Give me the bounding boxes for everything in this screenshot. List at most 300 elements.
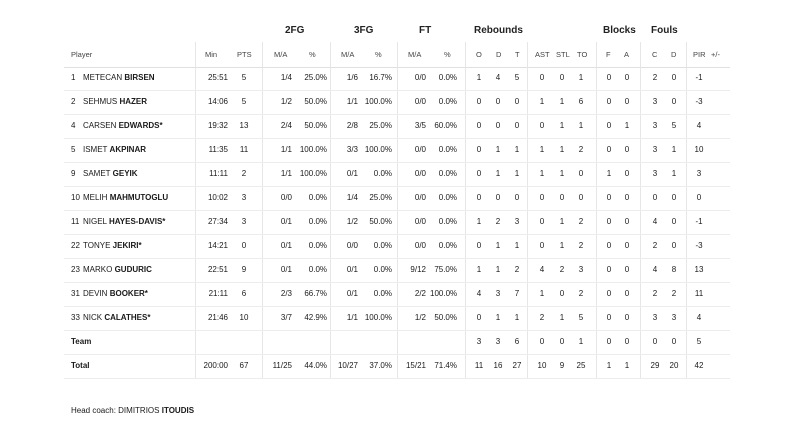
- cell-pts: 10: [239, 313, 249, 322]
- player-number: 5: [71, 145, 76, 154]
- col-pir: PIR: [693, 50, 706, 59]
- cell-ast: 1: [539, 169, 545, 178]
- cell-fg2-pct: 100.0%: [299, 145, 327, 154]
- cell-foul-c: 29: [650, 361, 660, 370]
- cell-foul-d: 3: [671, 313, 677, 322]
- cell-fg3-ma: 1/4: [346, 193, 358, 202]
- player-number: 4: [71, 121, 76, 130]
- cell-fg3-ma: 1/6: [346, 73, 358, 82]
- col-reb-t: T: [515, 50, 520, 59]
- cell-pir: 4: [696, 313, 702, 322]
- col-min: Min: [205, 50, 218, 59]
- cell-ft-pct: 0.0%: [438, 193, 457, 202]
- cell-min: 14:06: [207, 97, 228, 106]
- head-coach-label: Head coach:: [71, 406, 116, 415]
- cell-blk-f: 0: [606, 241, 612, 250]
- cell-ast: 0: [539, 121, 545, 130]
- cell-fg3-ma: 1/1: [346, 97, 358, 106]
- cell-to: 3: [578, 265, 584, 274]
- player-name[interactable]: [71, 241, 142, 250]
- cell-blk-f: 0: [606, 289, 612, 298]
- cell-to: 2: [578, 289, 584, 298]
- cell-pir: -1: [695, 217, 703, 226]
- player-name[interactable]: [71, 193, 168, 202]
- player-number: 31: [71, 289, 80, 298]
- cell-foul-d: 8: [671, 265, 677, 274]
- cell-reb-d: 3: [495, 337, 501, 346]
- player-name[interactable]: [71, 289, 148, 298]
- cell-fg3-ma: 2/8: [346, 121, 358, 130]
- player-name[interactable]: [71, 265, 152, 274]
- cell-pir: 11: [694, 289, 704, 298]
- cell-pts: 13: [239, 121, 249, 130]
- cell-fg2-ma: 0/1: [280, 217, 292, 226]
- cell-fg2-pct: 66.7%: [304, 289, 327, 298]
- table-row: [64, 139, 730, 163]
- cell-foul-d: 1: [671, 145, 677, 154]
- cell-stl: 1: [559, 97, 565, 106]
- player-name[interactable]: [71, 217, 165, 226]
- cell-fg2-pct: 0.0%: [308, 265, 327, 274]
- cell-foul-d: 20: [669, 361, 679, 370]
- cell-reb-d: 1: [495, 241, 501, 250]
- cell-fg2-ma: 2/3: [280, 289, 292, 298]
- player-number: 11: [71, 217, 80, 226]
- cell-fg3-pct: 0.0%: [373, 289, 392, 298]
- cell-pir: 10: [694, 145, 704, 154]
- cell-fg3-pct: 16.7%: [369, 73, 392, 82]
- cell-fg3-pct: 100.0%: [364, 97, 392, 106]
- cell-fg3-pct: 100.0%: [364, 145, 392, 154]
- cell-fg2-ma: 11/25: [272, 361, 292, 370]
- table-row: [64, 211, 730, 235]
- player-first-name: ISMET: [83, 145, 108, 154]
- player-last-name: BIRSEN: [124, 73, 155, 82]
- cell-reb-d: 1: [495, 265, 501, 274]
- cell-to: 1: [578, 121, 584, 130]
- cell-ft-pct: 0.0%: [438, 97, 457, 106]
- cell-fg3-ma: 3/3: [346, 145, 358, 154]
- cell-reb-t: 0: [514, 121, 520, 130]
- player-last-name: HAYES-DAVIS*: [108, 217, 166, 226]
- col-foul-c: C: [652, 50, 658, 59]
- head-coach-last-name: ITOUDIS: [161, 406, 195, 415]
- table-row: [64, 67, 730, 91]
- cell-fg3-pct: 0.0%: [373, 241, 392, 250]
- cell-pir: 0: [696, 193, 702, 202]
- cell-ft-pct: 0.0%: [438, 73, 457, 82]
- cell-foul-d: 0: [671, 241, 677, 250]
- cell-blk-f: 0: [606, 193, 612, 202]
- cell-pir: 5: [696, 337, 702, 346]
- cell-to: 1: [578, 73, 584, 82]
- cell-fg3-ma: 0/1: [346, 289, 358, 298]
- player-first-name: MELIH: [83, 193, 108, 202]
- col-3fg-ma: M/A: [341, 50, 355, 59]
- cell-fg3-ma: 1/1: [346, 313, 358, 322]
- cell-ft-ma: 0/0: [414, 241, 426, 250]
- cell-blk-f: 0: [606, 97, 612, 106]
- cell-pts: 3: [241, 217, 247, 226]
- cell-reb-d: 3: [495, 289, 501, 298]
- cell-blk-a: 0: [624, 241, 630, 250]
- cell-fg2-ma: 2/4: [280, 121, 292, 130]
- table-row: [64, 187, 730, 211]
- player-number: 9: [71, 169, 76, 178]
- cell-ast: 0: [539, 73, 545, 82]
- team-label: Team: [71, 337, 92, 346]
- col-3fg-pct: %: [375, 50, 382, 59]
- cell-to: 2: [578, 241, 584, 250]
- cell-fg3-ma: 10/27: [337, 361, 358, 370]
- cell-reb-t: 0: [514, 97, 520, 106]
- cell-blk-a: 0: [624, 265, 630, 274]
- col-blk-a: A: [624, 50, 630, 59]
- cell-blk-a: 0: [624, 289, 630, 298]
- cell-fg3-ma: 0/0: [346, 241, 358, 250]
- cell-ast: 4: [539, 265, 545, 274]
- cell-fg3-pct: 25.0%: [369, 121, 392, 130]
- player-name[interactable]: [71, 145, 146, 154]
- player-last-name: JEKIRI*: [112, 241, 142, 250]
- player-last-name: CALATHES*: [104, 313, 151, 322]
- cell-reb-o: 1: [476, 265, 482, 274]
- cell-foul-c: 0: [652, 337, 658, 346]
- cell-blk-a: 0: [624, 337, 630, 346]
- cell-ast: 10: [537, 361, 547, 370]
- group-ft: FT: [419, 25, 432, 36]
- cell-fg2-pct: 0.0%: [308, 217, 327, 226]
- cell-pir: 13: [694, 265, 704, 274]
- cell-pir: -3: [695, 241, 703, 250]
- player-first-name: DEVIN: [83, 289, 108, 298]
- cell-reb-o: 0: [476, 169, 482, 178]
- cell-blk-a: 1: [624, 361, 630, 370]
- cell-ft-pct: 100.0%: [430, 289, 458, 298]
- cell-min: 25:51: [207, 73, 228, 82]
- cell-reb-t: 1: [514, 145, 520, 154]
- cell-blk-f: 0: [606, 217, 612, 226]
- player-number: 2: [71, 97, 76, 106]
- cell-blk-f: 0: [606, 265, 612, 274]
- cell-to: 2: [578, 145, 584, 154]
- cell-foul-d: 0: [671, 97, 677, 106]
- cell-foul-c: 0: [652, 193, 658, 202]
- cell-fg2-ma: 0/0: [280, 193, 292, 202]
- cell-reb-d: 0: [495, 97, 501, 106]
- cell-ft-ma: 0/0: [414, 145, 426, 154]
- cell-to: 0: [578, 169, 584, 178]
- cell-reb-d: 0: [495, 121, 501, 130]
- cell-min: 200:00: [203, 361, 228, 370]
- cell-ast: 1: [539, 145, 545, 154]
- cell-reb-o: 11: [474, 361, 484, 370]
- cell-to: 1: [578, 337, 584, 346]
- cell-blk-a: 0: [624, 313, 630, 322]
- cell-pir: -1: [695, 73, 703, 82]
- player-first-name: CARSEN: [83, 121, 117, 130]
- col-ft-ma: M/A: [408, 50, 422, 59]
- cell-ft-ma: 9/12: [410, 265, 426, 274]
- cell-blk-a: 0: [624, 169, 630, 178]
- cell-reb-t: 0: [514, 193, 520, 202]
- cell-ft-ma: 0/0: [414, 217, 426, 226]
- cell-foul-d: 0: [671, 217, 677, 226]
- cell-stl: 1: [559, 313, 565, 322]
- cell-to: 0: [578, 193, 584, 202]
- cell-fg2-pct: 50.0%: [304, 97, 327, 106]
- cell-ft-pct: 71.4%: [434, 361, 457, 370]
- cell-blk-f: 0: [606, 121, 612, 130]
- col-plus-minus: +/-: [711, 50, 720, 59]
- cell-foul-c: 3: [652, 313, 658, 322]
- col-2fg-pct: %: [309, 50, 316, 59]
- player-number: 33: [71, 313, 80, 322]
- cell-ft-pct: 0.0%: [438, 169, 457, 178]
- player-name[interactable]: [71, 169, 138, 178]
- group-fouls: Fouls: [651, 25, 678, 36]
- cell-pts: 5: [241, 73, 247, 82]
- table-row: [64, 259, 730, 283]
- total-label: Total: [71, 361, 90, 370]
- cell-foul-c: 2: [652, 73, 658, 82]
- cell-foul-d: 0: [671, 73, 677, 82]
- player-first-name: NICK: [83, 313, 103, 322]
- col-reb-d: D: [496, 50, 502, 59]
- cell-fg3-pct: 50.0%: [369, 217, 392, 226]
- cell-reb-t: 1: [514, 241, 520, 250]
- cell-stl: 1: [559, 145, 565, 154]
- player-name[interactable]: [71, 97, 147, 106]
- group-3fg: 3FG: [354, 25, 374, 36]
- player-number: 10: [71, 193, 80, 202]
- cell-blk-a: 1: [624, 121, 630, 130]
- cell-ft-ma: 15/21: [405, 361, 426, 370]
- cell-stl: 1: [559, 121, 565, 130]
- cell-reb-o: 0: [476, 241, 482, 250]
- group-rebounds: Rebounds: [474, 25, 523, 36]
- cell-stl: 0: [559, 193, 565, 202]
- cell-fg2-pct: 0.0%: [308, 193, 327, 202]
- cell-ast: 1: [539, 97, 545, 106]
- cell-ft-ma: 0/0: [414, 97, 426, 106]
- cell-to: 25: [576, 361, 586, 370]
- cell-blk-a: 0: [624, 73, 630, 82]
- cell-reb-o: 3: [476, 337, 482, 346]
- player-name[interactable]: [71, 121, 163, 130]
- player-name[interactable]: [71, 313, 150, 322]
- team-row: [64, 331, 730, 355]
- cell-reb-d: 16: [493, 361, 503, 370]
- cell-fg2-ma: 0/1: [280, 265, 292, 274]
- cell-fg2-pct: 100.0%: [299, 169, 327, 178]
- cell-ft-ma: 0/0: [414, 169, 426, 178]
- cell-stl: 0: [559, 73, 565, 82]
- cell-ft-pct: 0.0%: [438, 217, 457, 226]
- cell-foul-d: 0: [671, 337, 677, 346]
- cell-ast: 2: [539, 313, 545, 322]
- cell-blk-a: 0: [624, 217, 630, 226]
- head-coach-first-name: DIMITRIOS: [118, 406, 160, 415]
- cell-reb-d: 4: [495, 73, 501, 82]
- cell-ft-pct: 75.0%: [434, 265, 457, 274]
- col-blk-f: F: [606, 50, 611, 59]
- cell-pts: 9: [241, 265, 247, 274]
- cell-min: 22:51: [207, 265, 228, 274]
- cell-ft-pct: 0.0%: [438, 241, 457, 250]
- cell-blk-a: 0: [624, 193, 630, 202]
- cell-min: 11:11: [209, 169, 228, 178]
- cell-reb-t: 1: [514, 169, 520, 178]
- player-first-name: METECAN: [83, 73, 123, 82]
- cell-fg2-ma: 1/4: [280, 73, 292, 82]
- col-ast: AST: [535, 50, 550, 59]
- cell-fg2-ma: 3/7: [280, 313, 292, 322]
- cell-ast: 0: [539, 193, 545, 202]
- cell-blk-f: 0: [606, 337, 612, 346]
- col-ft-pct: %: [444, 50, 451, 59]
- cell-fg2-pct: 42.9%: [304, 313, 327, 322]
- col-foul-d: D: [671, 50, 677, 59]
- player-first-name: SEHMUS: [83, 97, 118, 106]
- cell-fg2-ma: 1/1: [280, 169, 292, 178]
- cell-fg3-ma: 0/1: [346, 265, 358, 274]
- cell-blk-f: 0: [606, 313, 612, 322]
- cell-pir: 3: [696, 169, 702, 178]
- player-first-name: TONYE: [83, 241, 111, 250]
- table-row: [64, 91, 730, 115]
- cell-fg3-pct: 0.0%: [373, 169, 392, 178]
- cell-fg2-ma: 1/1: [280, 145, 292, 154]
- cell-pts: 5: [241, 97, 247, 106]
- cell-stl: 1: [559, 217, 565, 226]
- player-name[interactable]: [71, 73, 155, 82]
- cell-pts: 67: [239, 361, 249, 370]
- player-last-name: EDWARDS*: [118, 121, 163, 130]
- cell-fg2-pct: 50.0%: [304, 121, 327, 130]
- cell-ast: 0: [539, 337, 545, 346]
- cell-ft-ma: 0/0: [414, 73, 426, 82]
- cell-blk-f: 1: [606, 169, 612, 178]
- cell-foul-c: 2: [652, 289, 658, 298]
- col-player: Player: [71, 50, 93, 59]
- cell-pir: 42: [694, 361, 704, 370]
- cell-reb-t: 5: [514, 73, 520, 82]
- table-row: [64, 163, 730, 187]
- cell-reb-d: 1: [495, 145, 501, 154]
- col-to: TO: [577, 50, 588, 59]
- cell-to: 2: [578, 217, 584, 226]
- cell-foul-d: 2: [671, 289, 677, 298]
- player-number: 23: [71, 265, 80, 274]
- cell-min: 10:02: [207, 193, 228, 202]
- player-first-name: MARKO: [83, 265, 113, 274]
- cell-fg3-ma: 0/1: [346, 169, 358, 178]
- player-last-name: HAZER: [119, 97, 148, 106]
- player-number: 1: [71, 73, 76, 82]
- cell-reb-d: 1: [495, 169, 501, 178]
- cell-fg2-pct: 25.0%: [304, 73, 327, 82]
- cell-reb-o: 0: [476, 97, 482, 106]
- cell-reb-t: 6: [514, 337, 520, 346]
- cell-fg3-pct: 25.0%: [369, 193, 392, 202]
- cell-fg2-pct: 44.0%: [304, 361, 327, 370]
- col-stl: STL: [556, 50, 570, 59]
- cell-reb-o: 0: [476, 121, 482, 130]
- cell-min: 27:34: [207, 217, 228, 226]
- cell-stl: 1: [559, 241, 565, 250]
- player-first-name: SAMET: [83, 169, 111, 178]
- cell-blk-f: 0: [606, 73, 612, 82]
- cell-min: 21:46: [207, 313, 228, 322]
- player-number: 22: [71, 241, 80, 250]
- cell-pts: 6: [241, 289, 247, 298]
- cell-foul-c: 4: [652, 265, 658, 274]
- cell-blk-f: 0: [606, 145, 612, 154]
- cell-stl: 2: [559, 265, 565, 274]
- cell-pts: 0: [241, 241, 247, 250]
- cell-stl: 0: [559, 289, 565, 298]
- cell-fg3-pct: 0.0%: [373, 265, 392, 274]
- cell-foul-d: 0: [671, 193, 677, 202]
- table-row: [64, 307, 730, 331]
- cell-ft-ma: 1/2: [414, 313, 426, 322]
- player-last-name: GUDURIC: [114, 265, 152, 274]
- cell-min: 11:35: [208, 145, 228, 154]
- cell-ft-ma: 3/5: [414, 121, 426, 130]
- cell-ast: 0: [539, 217, 545, 226]
- cell-pts: 3: [241, 193, 247, 202]
- cell-fg3-pct: 37.0%: [369, 361, 392, 370]
- cell-reb-t: 27: [512, 361, 522, 370]
- cell-reb-o: 1: [476, 73, 482, 82]
- cell-stl: 0: [559, 337, 565, 346]
- cell-stl: 1: [559, 169, 565, 178]
- cell-to: 6: [578, 97, 584, 106]
- player-last-name: AKPINAR: [109, 145, 146, 154]
- cell-foul-c: 3: [652, 169, 658, 178]
- cell-pts: 2: [241, 169, 247, 178]
- cell-reb-t: 3: [514, 217, 520, 226]
- cell-ft-pct: 50.0%: [434, 313, 457, 322]
- cell-reb-d: 1: [495, 313, 501, 322]
- cell-reb-t: 1: [514, 313, 520, 322]
- cell-fg2-ma: 0/1: [280, 241, 292, 250]
- cell-reb-o: 0: [476, 193, 482, 202]
- player-last-name: GEYIK: [112, 169, 138, 178]
- col-2fg-ma: M/A: [274, 50, 288, 59]
- cell-reb-o: 1: [476, 217, 482, 226]
- cell-to: 5: [578, 313, 584, 322]
- cell-ast: 0: [539, 241, 545, 250]
- cell-ft-pct: 60.0%: [434, 121, 457, 130]
- cell-ast: 1: [539, 289, 545, 298]
- total-row: [64, 355, 730, 379]
- cell-blk-f: 1: [606, 361, 612, 370]
- cell-ft-pct: 0.0%: [438, 145, 457, 154]
- cell-reb-d: 0: [495, 193, 501, 202]
- cell-fg3-ma: 1/2: [346, 217, 358, 226]
- cell-reb-t: 2: [514, 265, 520, 274]
- cell-blk-a: 0: [624, 97, 630, 106]
- cell-foul-c: 3: [652, 145, 658, 154]
- cell-min: 19:32: [207, 121, 228, 130]
- player-last-name: BOOKER*: [109, 289, 148, 298]
- cell-fg3-pct: 100.0%: [364, 313, 392, 322]
- cell-foul-c: 3: [652, 121, 658, 130]
- cell-pts: 11: [239, 145, 249, 154]
- cell-pir: 4: [696, 121, 702, 130]
